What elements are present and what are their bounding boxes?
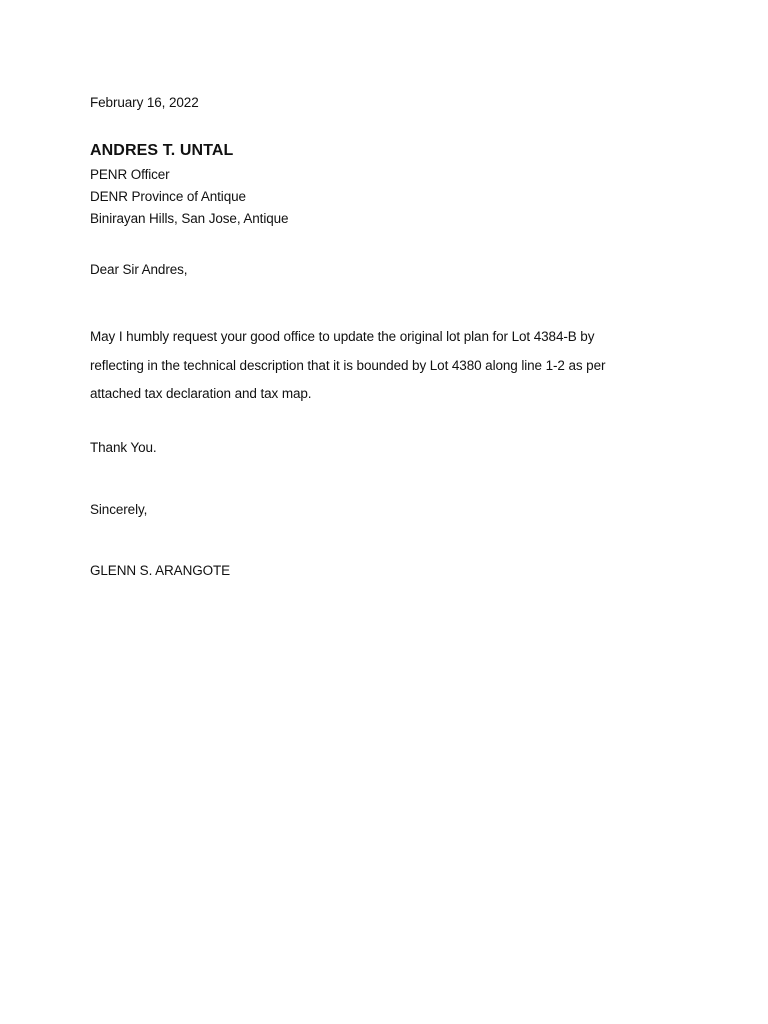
thanks-line: Thank You. bbox=[90, 440, 157, 455]
recipient-name: ANDRES T. UNTAL bbox=[90, 142, 234, 159]
body-line: attached tax declaration and tax map. bbox=[90, 386, 312, 401]
body-line: May I humbly request your good office to update the original lot plan for Lot 4384-B by bbox=[90, 329, 595, 344]
body-line: reflecting in the technical description that it is bounded by Lot 4380 along line 1-2 as per bbox=[90, 357, 606, 373]
salutation: Dear Sir Andres, bbox=[90, 262, 188, 277]
letter-date: February 16, 2022 bbox=[90, 95, 199, 110]
recipient-office: DENR Province of Antique bbox=[90, 189, 246, 204]
recipient-address: Binirayan Hills, San Jose, Antique bbox=[90, 211, 289, 226]
signatory-name: GLENN S. ARANGOTE bbox=[90, 563, 231, 578]
letter-body bbox=[90, 323, 660, 409]
recipient-title: PENR Officer bbox=[90, 167, 170, 182]
closing-line: Sincerely, bbox=[90, 502, 148, 517]
